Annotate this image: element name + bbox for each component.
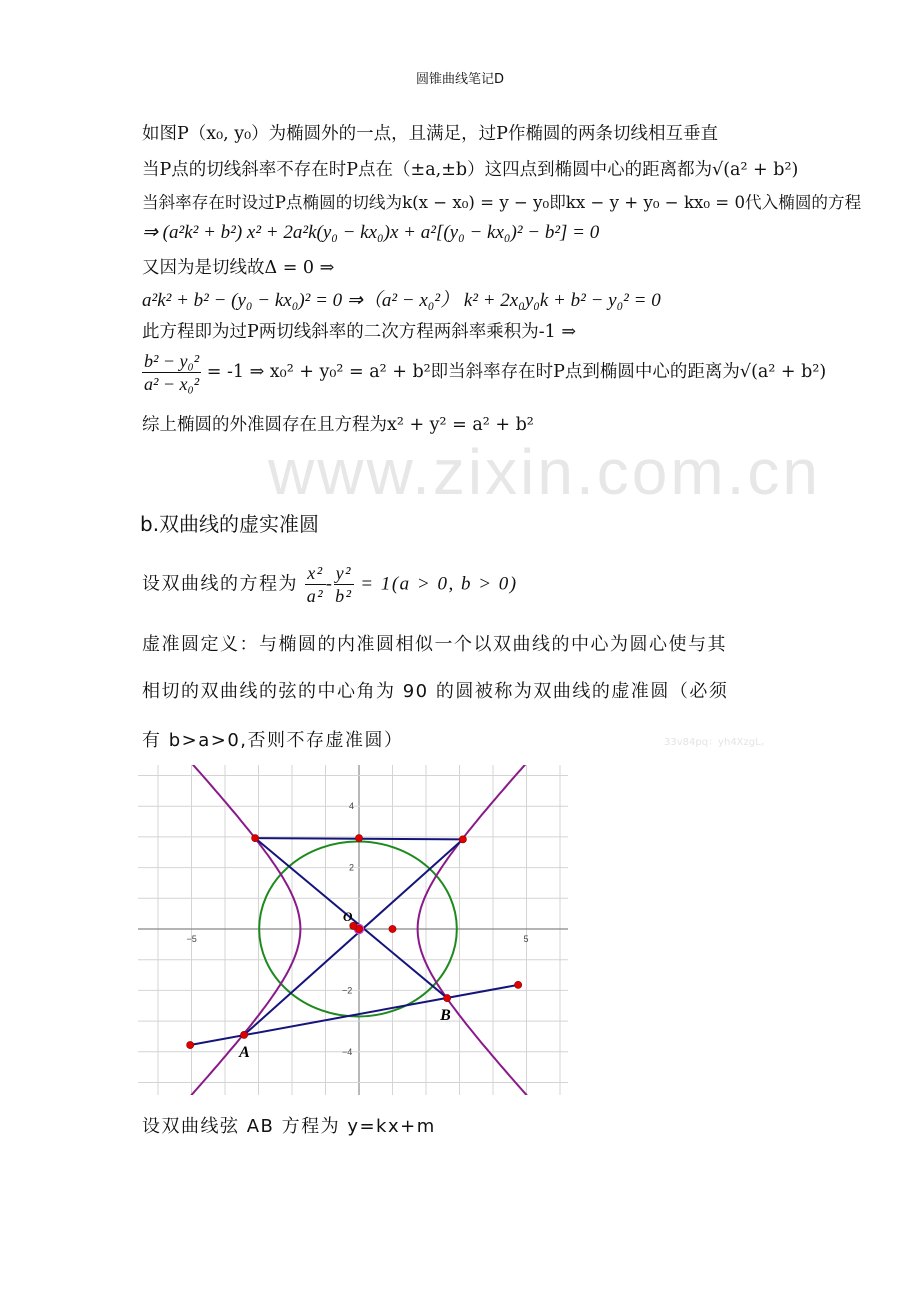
text-line: 此方程即为过P两切线斜率的二次方程两斜率乘积为-1 ⇒ [142,322,577,342]
point [459,836,466,843]
numerator: b² − y₀² [144,351,200,371]
definition-line: 虚准圆定义：与椭圆的内准圆相似一个以双曲线的中心为圆心使与其 [142,634,727,655]
point-a-label: A [239,1043,250,1061]
point [187,1041,194,1048]
origin-label: O [343,909,353,924]
watermark: www.zixin.com.cn [268,436,821,508]
y-tick-label: −2 [342,985,353,996]
fraction-line [142,350,826,395]
hidden-text: 33v84pq：yh4XzgL。 [664,737,771,748]
point [355,835,362,842]
text-line: 当P点的切线斜率不存在时P点在（±a,±b）这四点到椭圆中心的距离都为√(a² + b²) [142,160,799,180]
denominator: a² − x₀² [144,374,200,394]
x-tick-label: −5 [186,934,197,944]
hyperbola-diagram [138,765,568,1095]
math-line: a²k² + b² − (y₀ − kx₀)² = 0 ⇒（a² − x₀²） k² + 2x₀y₀k + b² − y₀² = 0 [142,290,661,311]
fraction-line-text: = -1 ⇒ x₀² + y₀² = a² + b²即当斜率存在时P点到椭圆中心的距离为√(a² + b²) [201,362,827,382]
hyperbola-equation [142,562,518,607]
denominator: b² [335,586,353,606]
math-line: ⇒ (a²k² + b²) x² + 2a²k(y₀ − kx₀)x + a²[(y₀ − kx₀)² − b²] = 0 [142,222,600,243]
definition-line: 有 b>a>0,否则不存虚准圆） [142,730,404,751]
fraction-y [334,562,354,607]
point [252,835,259,842]
hyperbola-branch [418,765,543,1095]
caption: 设双曲线弦 AB 方程为 y=kx+m [142,1116,436,1137]
numerator: x² [307,563,324,583]
denominator: a² [306,586,325,606]
text-line: 又因为是切线故Δ = 0 ⇒ [142,258,335,278]
definition-line: 相切的双曲线的弦的中心角为 90 的圆被称为双曲线的虚准圆（必须 [142,681,729,702]
y-tick-label: 4 [349,801,355,812]
section-title: b.双曲线的虚实准圆 [140,512,320,536]
text-line: 综上椭圆的外准圆存在且方程为x² + y² = a² + b² [142,415,534,435]
fraction [142,350,201,395]
text-line: 如图P（x₀, y₀）为椭圆外的一点，且满足，过P作椭圆的两条切线相互垂直 [142,124,718,144]
point [515,981,522,988]
y-tick-label: 2 [349,862,355,873]
point [389,925,396,932]
eq-prefix: 设双曲线的方程为 [142,573,298,595]
y-tick-label: −4 [342,1046,353,1057]
point [444,994,451,1001]
point-b-label: B [440,1007,451,1025]
point [240,1031,247,1038]
minus: - [325,573,334,595]
numerator: y² [335,563,353,583]
text-line: 当斜率存在时设过P点椭圆的切线为k(x − x₀) = y − y₀即kx − y + y₀ − kx₀ = 0代入椭圆的方程 [142,193,862,212]
grid [138,765,568,1095]
hyperbola-branch [175,765,300,1095]
page-header: 圆锥曲线笔记D [415,72,504,87]
eq-suffix: = 1(a > 0, b > 0) [354,573,518,595]
x-tick-label: 5 [523,934,529,944]
fraction-x [305,562,325,607]
chord-ab [190,985,518,1045]
